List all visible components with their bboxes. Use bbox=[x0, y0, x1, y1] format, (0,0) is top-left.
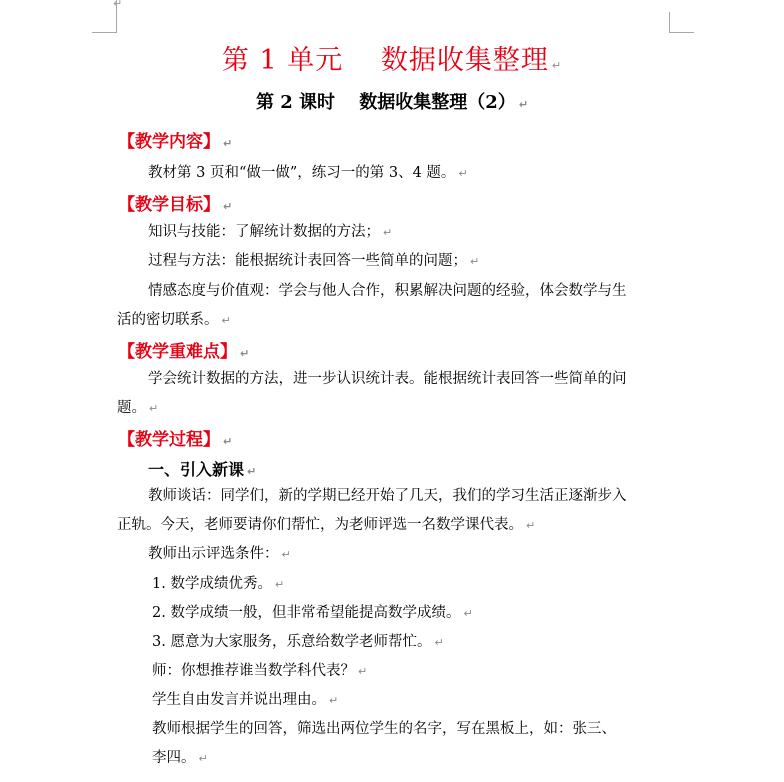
goal-attitude-line2: 活的密切联系。 ↵ bbox=[117, 312, 231, 328]
heading-teaching-process: 【教学过程】 ↵ bbox=[118, 430, 233, 450]
paragraph-mark-icon: ↵ bbox=[113, 0, 123, 10]
margin-corner-top-right bbox=[669, 12, 670, 33]
criterion-3: 3. 愿意为大家服务，乐意给数学老师帮忙。 ↵ bbox=[152, 634, 444, 650]
keypoints-line1: 学会统计数据的方法，进一步认识统计表。能根据统计表回答一些简单的问 bbox=[148, 371, 627, 387]
paragraph-mark-icon: ↵ bbox=[223, 200, 233, 213]
heading-teaching-content: 【教学内容】 ↵ bbox=[118, 132, 233, 152]
keypoints-line2: 题。 ↵ bbox=[117, 400, 159, 416]
intro-paragraph-line2: 正轨。今天，老师要请你们帮忙，为老师评选一名数学课代表。 ↵ bbox=[117, 517, 536, 533]
student-answer: 学生自由发言并说出理由。 ↵ bbox=[152, 692, 339, 708]
teacher-select-line1: 教师根据学生的回答，筛选出两位学生的名字，写在黑板上，如：张三、 bbox=[152, 721, 616, 737]
heading-key-points: 【教学重难点】 ↵ bbox=[118, 342, 250, 362]
margin-corner-top-right-horizontal bbox=[669, 32, 694, 33]
criterion-1: 1. 数学成绩优秀。 ↵ bbox=[152, 576, 285, 592]
goal-process: 过程与方法：能根据统计表回答一些简单的问题； ↵ bbox=[148, 253, 480, 269]
lesson-title: 第 2 课时 数据收集整理（2） ↵ bbox=[255, 92, 529, 113]
subsection-introduction: 一、引入新课 ↵ bbox=[148, 460, 257, 479]
goal-knowledge: 知识与技能：了解统计数据的方法； ↵ bbox=[148, 224, 393, 240]
content-text: 教材第 3 页和“做一做”，练习一的第 3、4 题。 ↵ bbox=[148, 165, 468, 181]
margin-corner-top-left-horizontal bbox=[92, 32, 117, 33]
intro-paragraph-line1: 教师谈话：同学们，新的学期已经开始了几天，我们的学习生活正逐渐步入 bbox=[148, 488, 627, 504]
criterion-2: 2. 数学成绩一般，但非常希望能提高数学成绩。 ↵ bbox=[152, 605, 473, 621]
selection-criteria-intro: 教师出示评选条件： ↵ bbox=[148, 546, 291, 562]
unit-title: 第 1 单元 数据收集整理 ↵ bbox=[221, 45, 563, 76]
paragraph-mark-icon: ↵ bbox=[518, 98, 529, 111]
teacher-question: 师：你想推荐谁当数学科代表？ ↵ bbox=[152, 663, 368, 679]
paragraph-mark-icon: ↵ bbox=[551, 59, 563, 72]
heading-teaching-goals: 【教学目标】 ↵ bbox=[118, 195, 233, 215]
goal-attitude-line1: 情感态度与价值观：学会与他人合作，积累解决问题的经验，体会数学与生 bbox=[148, 283, 627, 299]
paragraph-mark-icon: ↵ bbox=[240, 347, 250, 360]
teacher-select-line2: 李四。 ↵ bbox=[152, 750, 208, 766]
paragraph-mark-icon: ↵ bbox=[223, 435, 233, 448]
paragraph-mark-icon: ↵ bbox=[223, 137, 233, 150]
